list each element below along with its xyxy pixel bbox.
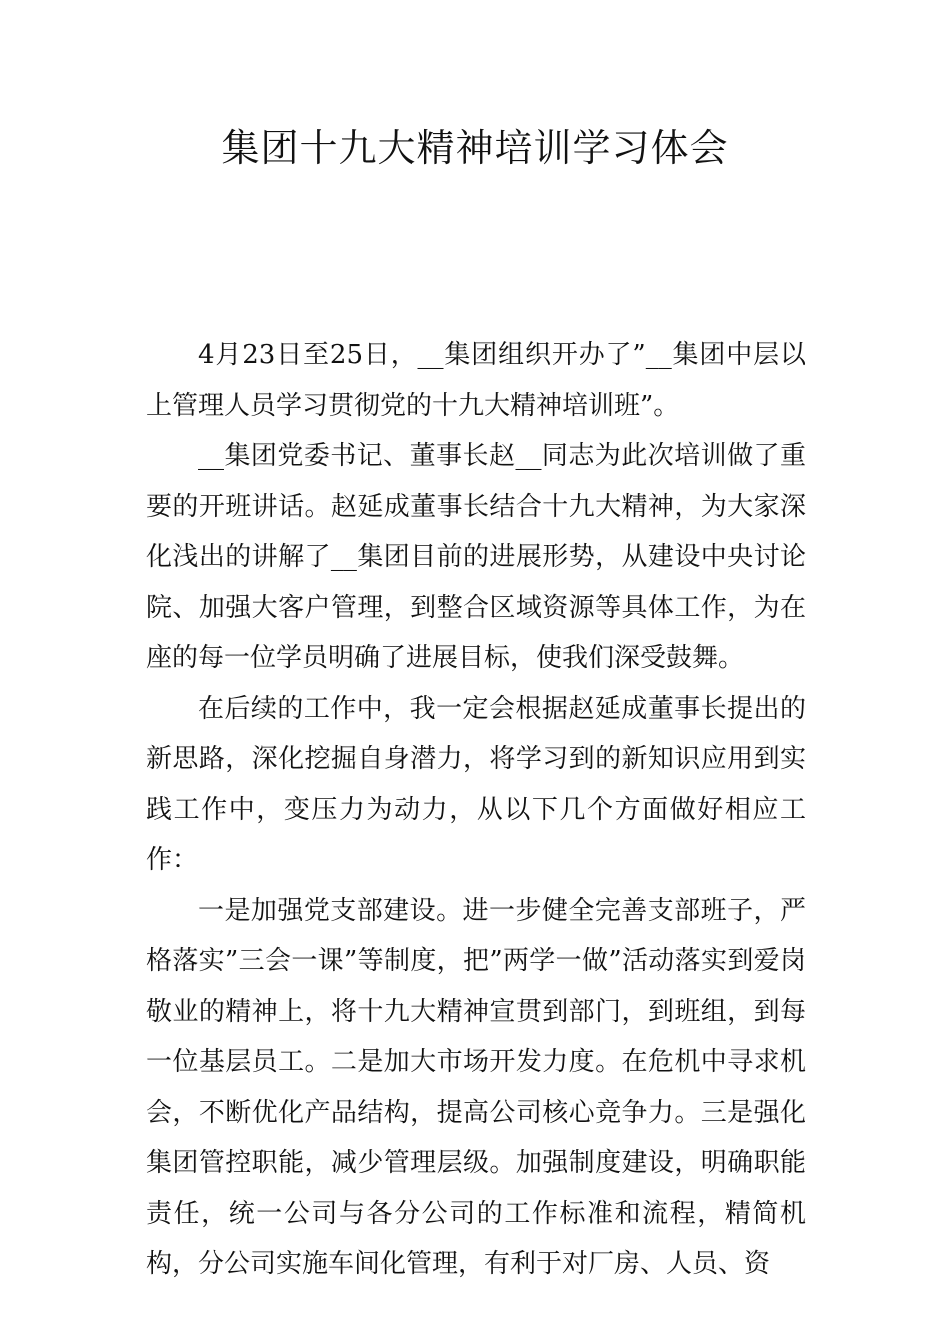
document-title: 集团十九大精神培训学习体会	[221, 126, 729, 170]
paragraph-training-intro: 4月23日至25日，__集团组织开办了”__集团中层以上管理人员学习贯彻党的十九大精神培训班”。	[146, 340, 806, 421]
paragraph-chairman-speech: __集团党委书记、董事长赵__同志为此次培训做了重要的开班讲话。赵延成董事长结合十九大精神，为大家深化浅出的讲解了__集团目前的进展形势，从建设中央讨论院、加强大客户管理，到整合区域资源等具体工作，为在座的每一位学员明确了进展目标，使我们深受鼓舞。	[146, 441, 806, 673]
paragraph-work-measures: 一是加强党支部建设。进一步健全完善支部班子，严格落实”三会一课”等制度，把”两学一做”活动落实到爱岗敬业的精神上，将十九大精神宣贯到部门，到班组，到每一位基层员工。二是加大市场开发力度。在危机中寻求机会，不断优化产品结构，提高公司核心竞争力。三是强化集团管控职能，减少管理层级。加强制度建设，明确职能责任，统一公司与各分公司的工作标准和流程，精简机构，分公司实施车间化管理，有利于对厂房、人员、资	[146, 895, 806, 1279]
document-body	[146, 330, 806, 1290]
paragraph-follow-up-work: 在后续的工作中，我一定会根据赵延成董事长提出的新思路，深化挖掘自身潜力，将学习到的新知识应用到实践工作中，变压力为动力，从以下几个方面做好相应工作：	[146, 693, 806, 875]
